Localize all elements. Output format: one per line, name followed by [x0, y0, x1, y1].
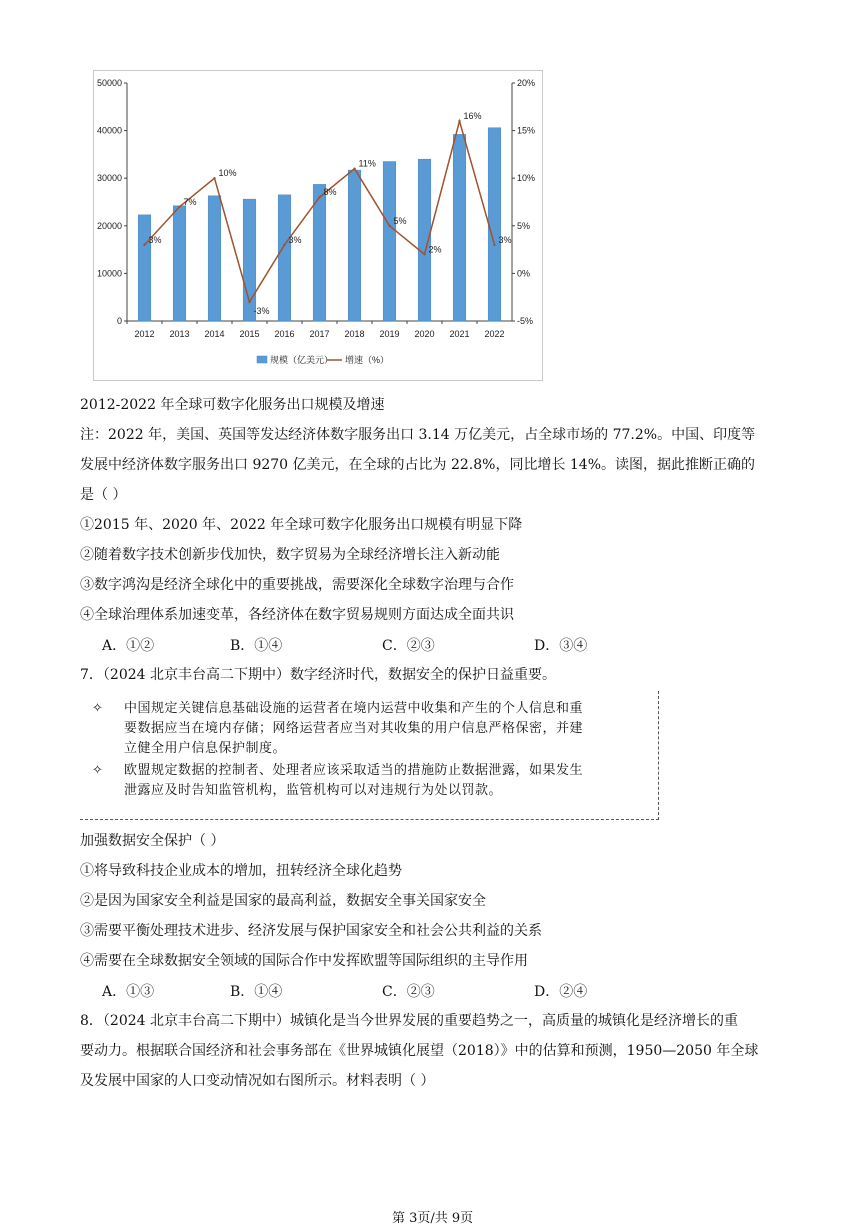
material-line: 泄露应及时告知监管机构，监管机构可以对违规行为处以罚款。	[124, 783, 503, 798]
data-label: 11%	[358, 158, 376, 169]
note-line-1: 注：2022 年，美国、英国等发达经济体数字服务出口 3.14 万亿美元，占全球市场的 77.2%。中国、印度等	[80, 427, 756, 443]
material-line: 欧盟规定数据的控制者、处理者应该采取适当的措施防止数据泄露，如果发生	[124, 763, 584, 778]
growth-point	[143, 244, 145, 246]
left-tick-label: 0	[116, 316, 122, 326]
q7-option-a[interactable]: A．①③	[102, 984, 155, 1000]
x-tick-label: 2019	[379, 329, 400, 339]
q8-line-2: 要动力。根据联合国经济和社会事务部在《世界城镇化展望（2018）》中的估算和预测，1950—2050 年全球	[80, 1043, 759, 1059]
q7-option-d[interactable]: D．②④	[534, 984, 588, 1000]
x-tick-label: 2012	[134, 329, 155, 339]
q7-option-b[interactable]: B．①④	[230, 984, 283, 1000]
growth-point	[388, 225, 390, 227]
right-tick-label: 0%	[517, 268, 531, 279]
x-tick-label: 2014	[204, 329, 225, 339]
data-label: 3%	[148, 234, 162, 245]
material-line: 中国规定关键信息基础设施的运营者在境内运营中收集和产生的个人信息和重	[124, 701, 584, 716]
left-tick-label: 20000	[96, 220, 122, 231]
q6-option-c[interactable]: C．②③	[382, 638, 435, 654]
q8-line-1: 8．（2024 北京丰台高二下期中）城镇化是当今世界发展的重要趋势之一，高质量的城镇化是经济增长的重	[80, 1013, 738, 1029]
growth-chart	[94, 71, 542, 380]
q6-statement-3: ③数字鸿沟是经济全球化中的重要挑战，需要深化全球数字治理与合作	[80, 577, 514, 593]
bar	[208, 196, 221, 321]
growth-point	[213, 177, 215, 179]
bar	[278, 195, 291, 321]
bar	[173, 206, 186, 321]
material-line: 要数据应当在境内存储；网络运营者应当对其收集的用户信息严格保密，并建	[124, 721, 584, 736]
bar	[383, 162, 396, 321]
right-tick-label: 20%	[517, 78, 536, 88]
growth-point	[283, 244, 285, 246]
q7-statement-1: ①将导致科技企业成本的增加，扭转经济全球化趋势	[80, 863, 402, 879]
bar	[488, 128, 501, 321]
x-tick-label: 2021	[449, 329, 470, 339]
left-tick-label: 30000	[96, 173, 122, 184]
material-line: 立健全用户信息保护制度。	[124, 741, 287, 756]
growth-point	[458, 120, 460, 122]
data-label: 16%	[463, 111, 482, 122]
data-label: 2%	[428, 244, 442, 255]
data-label: 8%	[323, 187, 337, 198]
q7-statement-3: ③需要平衡处理技术进步、经济发展与保护国家安全和社会公共利益的关系	[80, 923, 542, 939]
x-tick-label: 2016	[274, 329, 295, 339]
q6-statement-4: ④全球治理体系加速变革，各经济体在数字贸易规则方面达成全面共识	[80, 607, 514, 623]
growth-point	[423, 253, 425, 255]
diamond-star-icon: ✧	[92, 701, 103, 716]
legend-bar-swatch	[257, 356, 267, 363]
q6-statement-2: ②随着数字技术创新步伐加快，数字贸易为全球经济增长注入新动能	[80, 547, 500, 563]
q6-option-d[interactable]: D．③④	[534, 638, 588, 654]
growth-point	[248, 301, 250, 303]
growth-point	[178, 206, 180, 208]
q7-title: 7．（2024 北京丰台高二下期中）数字经济时代，数据安全的保护日益重要。	[80, 667, 556, 683]
q7-statement-4: ④需要在全球数据安全领域的国际合作中发挥欧盟等国际组织的主导作用	[80, 953, 528, 969]
x-tick-label: 2015	[239, 329, 260, 339]
chart-container	[93, 70, 543, 381]
right-tick-label: 10%	[517, 173, 536, 184]
x-tick-label: 2017	[309, 329, 330, 339]
data-label: 5%	[393, 215, 407, 226]
note-line-2: 发展中经济体数字服务出口 9270 亿美元，在全球的占比为 22.8%，同比增长 14%。读图，据此推断正确的	[80, 457, 756, 473]
q7-option-c[interactable]: C．②③	[382, 984, 435, 1000]
x-tick-label: 2018	[344, 329, 365, 339]
legend-line-label: 增速（%）	[345, 355, 390, 365]
x-tick-label: 2020	[414, 329, 435, 339]
material-item-china	[92, 699, 652, 759]
data-label: 3%	[498, 234, 512, 245]
left-tick-label: 40000	[96, 125, 122, 136]
right-tick-label: 5%	[517, 220, 531, 231]
growth-point	[353, 167, 355, 169]
growth-point	[493, 244, 495, 246]
left-tick-label: 50000	[96, 78, 122, 88]
bar	[313, 184, 326, 321]
data-label: -3%	[253, 305, 270, 316]
data-label: 7%	[183, 196, 197, 207]
q7-stem: 加强数据安全保护（ ）	[80, 833, 225, 849]
q6-statement-1: ①2015 年、2020 年、2022 年全球可数字化服务出口规模有明显下降	[80, 517, 523, 533]
data-label: 3%	[288, 234, 302, 245]
q7-material-box	[80, 691, 659, 820]
material-item-eu	[92, 761, 652, 801]
diamond-star-icon: ✧	[92, 763, 103, 778]
x-tick-label: 2022	[484, 329, 505, 339]
legend-bar-label: 规模（亿美元）	[270, 355, 334, 365]
chart-caption: 2012-2022 年全球可数字化服务出口规模及增速	[80, 397, 385, 413]
q6-option-b[interactable]: B．①④	[230, 638, 283, 654]
q7-statement-2: ②是因为国家安全利益是国家的最高利益，数据安全事关国家安全	[80, 893, 486, 909]
bar	[453, 134, 466, 321]
data-label: 10%	[218, 168, 237, 179]
note-line-3: 是（ ）	[80, 487, 127, 503]
q8-line-3: 及发展中国家的人口变动情况如右图所示。材料表明（ ）	[80, 1073, 435, 1089]
bar	[348, 170, 361, 321]
page-footer: 第 3页/共 9页	[392, 1211, 474, 1226]
bar	[138, 215, 151, 321]
growth-point	[318, 196, 320, 198]
left-tick-label: 10000	[96, 268, 122, 279]
right-tick-label: 15%	[517, 125, 536, 136]
x-tick-label: 2013	[169, 329, 190, 339]
q6-option-a[interactable]: A．①②	[102, 638, 155, 654]
right-tick-label: -5%	[517, 316, 534, 326]
